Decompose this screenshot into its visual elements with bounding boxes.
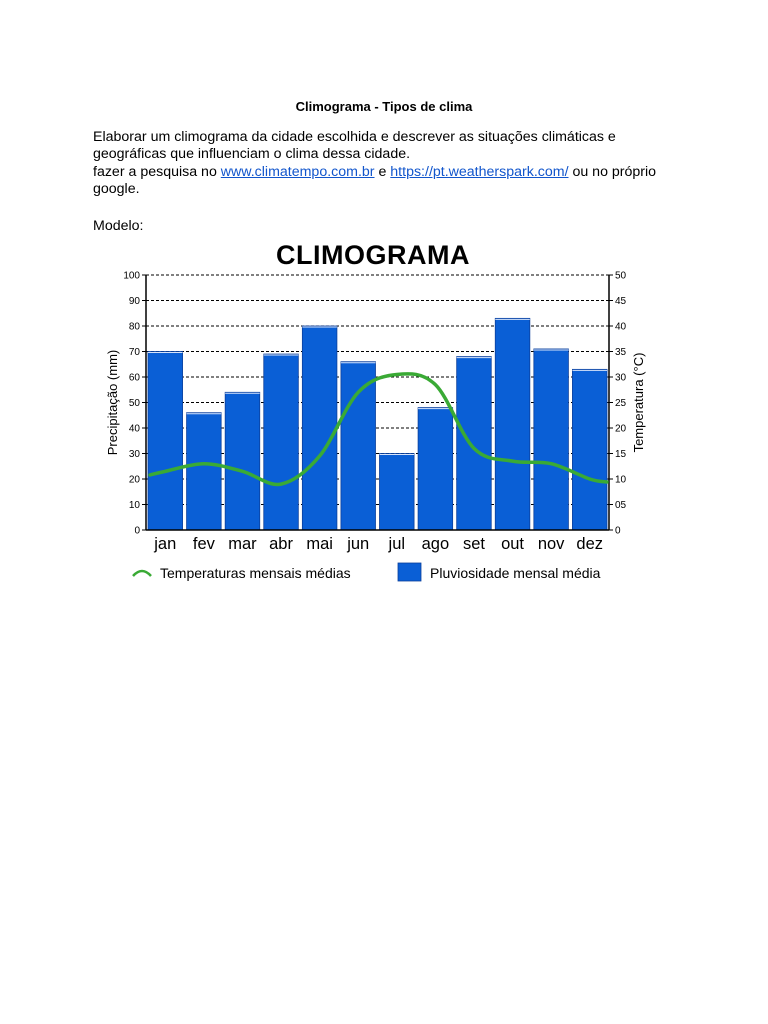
left-tick-label: 50 [128, 398, 140, 409]
x-tick-label: mai [306, 535, 333, 553]
chart-legend [133, 563, 601, 581]
right-tick-label: 20 [615, 423, 627, 435]
right-tick-label: 10 [615, 474, 627, 486]
precipitation-bar-nov [534, 349, 569, 530]
precipitation-bar-ago [418, 408, 453, 530]
precipitation-bar-jun [341, 362, 376, 530]
x-tick-label: set [462, 535, 485, 553]
left-tick-label: 0 [134, 525, 140, 537]
legend-temperature-label: Temperaturas mensais médias [160, 565, 351, 581]
left-tick-label: 10 [128, 500, 140, 511]
connector-text: e [374, 163, 391, 180]
right-tick-label: 15 [615, 449, 627, 460]
right-axis-title: Temperatura (°C) [631, 352, 646, 453]
left-tick-label: 90 [128, 296, 140, 307]
precipitation-bar-mar [225, 392, 260, 530]
x-tick-label: abr [269, 535, 293, 553]
precipitation-bars [148, 318, 607, 530]
right-tick-label: 05 [615, 500, 627, 511]
left-tick-label: 100 [123, 270, 140, 282]
right-tick-label: 50 [615, 270, 627, 282]
x-tick-label: jun [347, 535, 370, 553]
right-tick-label: 40 [615, 321, 627, 333]
precipitation-bar-dez [572, 369, 607, 530]
x-tick-label: fev [192, 535, 215, 553]
x-tick-label: jan [154, 535, 177, 553]
research-suffix: ou no próprio google. [93, 163, 657, 197]
left-tick-label: 70 [128, 347, 140, 358]
left-tick-label: 30 [128, 449, 140, 460]
precipitation-bar-set [457, 357, 492, 530]
modelo-label: Modelo: [93, 218, 144, 234]
precipitation-bar-fev [187, 413, 222, 530]
right-tick-label: 0 [615, 525, 621, 537]
right-tick-label: 45 [615, 296, 627, 307]
chart-title: CLIMOGRAMA [276, 240, 470, 270]
legend-precipitation-label: Pluviosidade mensal média [430, 565, 601, 581]
x-tick-label: dez [576, 535, 604, 553]
precipitation-bar-jul [380, 454, 415, 531]
x-tick-label: nov [537, 535, 565, 553]
x-tick-label: jul [388, 535, 406, 553]
document-title: Climograma - Tipos de clima [295, 99, 473, 114]
left-axis-title: Precipitação (mm) [105, 349, 120, 456]
precipitation-bar-mai [302, 326, 337, 530]
x-tick-label: mar [228, 535, 257, 553]
left-tick-label: 20 [128, 474, 140, 486]
precipitation-bar-out [495, 318, 530, 530]
precipitation-bar-jan [148, 352, 183, 531]
x-tick-label: out [501, 535, 525, 553]
x-tick-label: ago [421, 535, 450, 553]
precipitation-bar-abr [264, 354, 299, 530]
right-tick-label: 35 [615, 347, 627, 358]
legend-bar-swatch [398, 563, 421, 581]
right-tick-label: 30 [615, 372, 627, 384]
weatherspark-link[interactable]: https://pt.weatherspark.com/ [390, 163, 569, 180]
right-tick-label: 25 [615, 398, 627, 409]
climatempo-link[interactable]: www.climatempo.com.br [220, 163, 375, 180]
research-prefix: fazer a pesquisa no [93, 163, 221, 180]
left-tick-label: 80 [128, 321, 140, 333]
left-tick-label: 60 [128, 372, 140, 384]
left-tick-label: 40 [128, 423, 140, 435]
instructions-paragraph: Elaborar um climograma da cidade escolhida e descrever as situações climáticas e geográficas que influenciam o clima dessa cidade. [93, 129, 616, 163]
legend-line-swatch [133, 571, 151, 576]
